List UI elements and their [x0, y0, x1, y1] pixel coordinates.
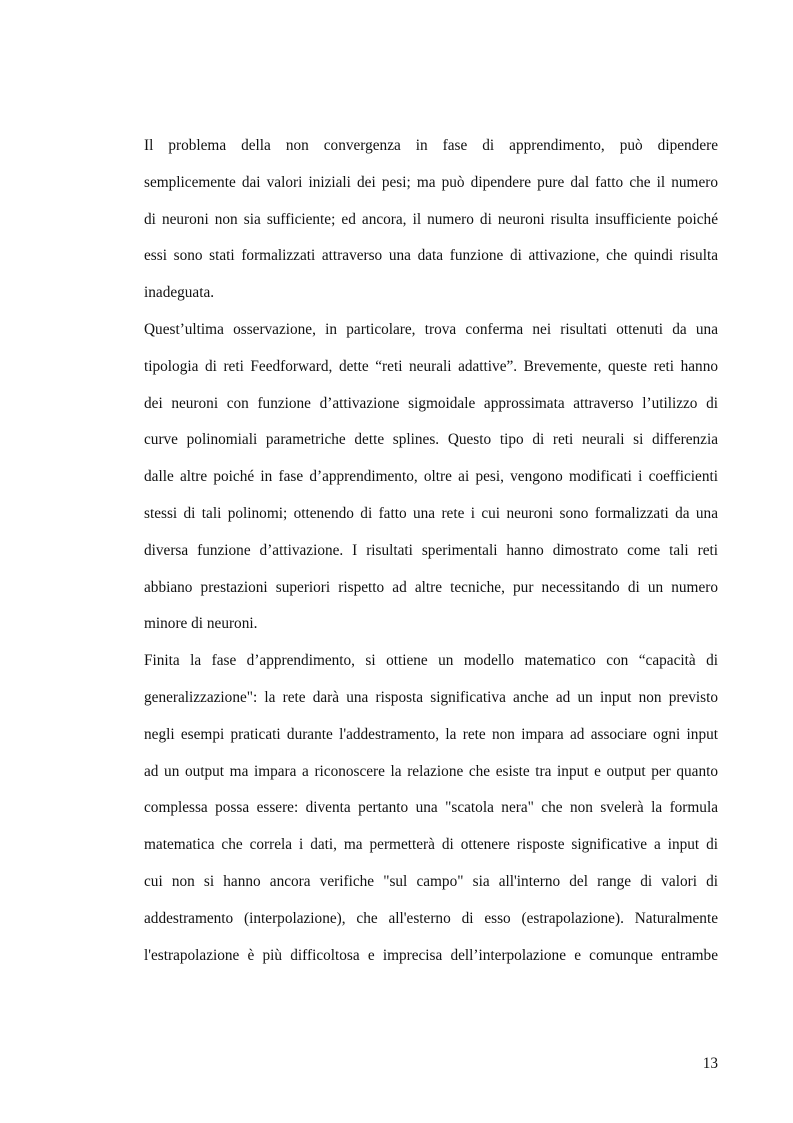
text-line: ad un output ma impara a riconoscere la relazione che esiste tra input e output per quanto	[144, 762, 718, 780]
text-line: diversa funzione d’attivazione. I risultati sperimentali hanno dimostrato come tali reti	[144, 541, 718, 559]
text-line: l'estrapolazione è più difficoltosa e imprecisa dell’interpolazione e comunque entrambe	[144, 946, 718, 964]
text-line: generalizzazione": la rete darà una risposta significativa anche ad un input non previsto	[144, 688, 718, 706]
text-line: dei neuroni con funzione d’attivazione sigmoidale approssimata attraverso l’utilizzo di	[144, 394, 718, 412]
text-line: semplicemente dai valori iniziali dei pesi; ma può dipendere pure dal fatto che il numero	[144, 173, 718, 191]
text-line: abbiano prestazioni superiori rispetto ad altre tecniche, pur necessitando di un numero	[144, 578, 718, 596]
text-line: cui non si hanno ancora verifiche "sul campo" sia all'interno del range di valori di	[144, 872, 718, 890]
text-line: essi sono stati formalizzati attraverso una data funzione di attivazione, che quindi risulta	[144, 247, 718, 265]
text-line: inadeguata.	[144, 284, 215, 302]
text-line: negli esempi praticati durante l'addestramento, la rete non impara ad associare ogni input	[144, 725, 718, 743]
page-number: 13	[702, 1055, 718, 1072]
text-line: Il problema della non convergenza in fase di apprendimento, può dipendere	[144, 137, 718, 154]
text-line: di neuroni non sia sufficiente; ed ancora, il numero di neuroni risulta insufficiente poiché	[144, 210, 718, 228]
text-line: Quest’ultima osservazione, in particolare, trova conferma nei risultati ottenuti da una	[144, 320, 718, 338]
text-line: stessi di tali polinomi; ottenendo di fatto una rete i cui neuroni sono formalizzati da una	[144, 504, 718, 522]
body-text	[144, 134, 718, 980]
text-line: minore di neuroni.	[144, 615, 258, 633]
text-line: tipologia di reti Feedforward, dette “reti neurali adattive”. Brevemente, queste reti hanno	[144, 357, 718, 375]
text-line: dalle altre poiché in fase d’apprendimento, oltre ai pesi, vengono modificati i coefficienti	[144, 468, 718, 486]
text-line: addestramento (interpolazione), che all'esterno di esso (estrapolazione). Naturalmente	[144, 909, 718, 927]
text-line: matematica che correla i dati, ma permetterà di ottenere risposte significative a input di	[144, 836, 718, 854]
text-line: Finita la fase d’apprendimento, si ottiene un modello matematico con “capacità di	[144, 652, 718, 670]
text-line: curve polinomiali parametriche dette splines. Questo tipo di reti neurali si differenzia	[144, 431, 718, 449]
text-line: complessa possa essere: diventa pertanto una "scatola nera" che non svelerà la formula	[144, 799, 718, 817]
